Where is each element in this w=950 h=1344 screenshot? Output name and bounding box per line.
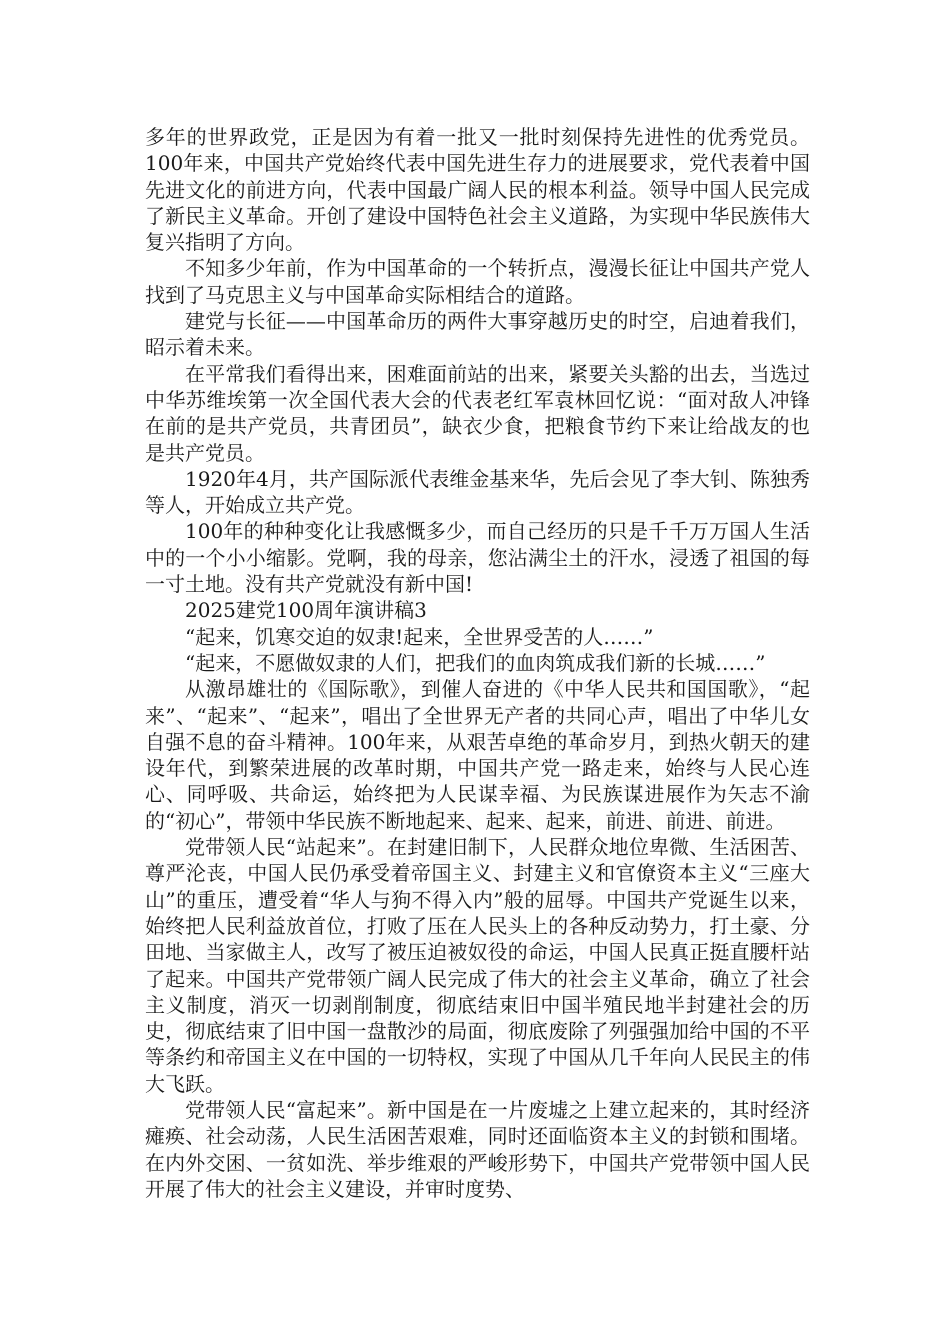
paragraph-9: 党带领人民“富起来”。新中国是在一片废墟之上建立起来的，其时经济瘫痪、社会动荡，人民生活困苦艰难，同时还面临资本主义的封锁和围堵。在内外交困、一贫如洗、举步维艰的严峻形势下，中国共产党带领中国人民开展了伟大的社会主义建设，并审时度势、 — [145, 1097, 810, 1201]
quote-national-anthem: “起来，不愿做奴隶的人们，把我们的血肉筑成我们新的长城……” — [185, 650, 766, 675]
paragraph-6: 100年的种种变化让我感慨多少，而自己经历的只是千千万万国人生活中的一个小小缩影。党啊，我的母亲，您沾满尘土的汗水，浸透了祖国的每一寸土地。没有共产党就没有新中国! — [145, 519, 810, 597]
document-body — [145, 124, 810, 1202]
paragraph-7: 从激昂雄壮的《国际歌》，到催人奋进的《中华人民共和国国歌》，“起来”、“起来”、“起来”，唱出了全世界无产者的共同心声，唱出了中华儿女自强不息的奋斗精神。100年来，从艰苦卓绝的革命岁月，到热火朝天的建设年代，到繁荣进展的改革时期，中国共产党一路走来，始终与人民心连心、同呼吸、共命运，始终把为人民谋幸福、为民族谋进展作为矢志不渝的“初心”，带领中华民族不断地起来、起来、起来，前进、前进、前进。 — [145, 677, 810, 833]
paragraph-4: 在平常我们看得出来，困难面前站的出来，紧要关头豁的出去，当选过中华苏维埃第一次全国代表大会的代表老红军袁林回忆说：“面对敌人冲锋在前的是共产党员，共青团员”，缺衣少食，把粮食节约下来让给战友的也是共产党员。 — [145, 361, 810, 465]
paragraph-3: 建党与长征——中国革命历的两件大事穿越历史的时空，启迪着我们，昭示着未来。 — [145, 309, 810, 360]
paragraph-8: 党带领人民“站起来”。在封建旧制下，人民群众地位卑微、生活困苦、尊严沦丧，中国人民仍承受着帝国主义、封建主义和官僚资本主义“三座大山”的重压，遭受着“华人与狗不得入内”般的屈辱。中国共产党诞生以来，始终把人民利益放首位，打败了压在人民头上的各种反动势力，打土豪、分田地、当家做主人，改写了被压迫被奴役的命运，中国人民真正挺直腰杆站了起来。中国共产党带领广阔人民完成了伟大的社会主义革命，确立了社会主义制度，消灭一切剥削制度，彻底结束旧中国半殖民地半封建社会的历史，彻底结束了旧中国一盘散沙的局面，彻底废除了列强强加给中国的不平等条约和帝国主义在中国的一切特权，实现了中国从几千年向人民民主的伟大飞跃。 — [145, 835, 810, 1096]
paragraph-2: 不知多少年前，作为中国革命的一个转折点，漫漫长征让中国共产党人找到了马克思主义与中国革命实际相结合的道路。 — [145, 256, 810, 307]
paragraph-5: 1920年4月，共产国际派代表维金基来华，先后会见了李大钊、陈独秀等人，开始成立共产党。 — [145, 466, 810, 518]
paragraph-1: 多年的世界政党，正是因为有着一批又一批时刻保持先进性的优秀党员。100年来，中国共产党始终代表中国先进生存力的进展要求，党代表着中国先进文化的前进方向，代表中国最广阔人民的根本利益。领导中国人民完成了新民主义革命。开创了建设中国特色社会主义道路，为实现中华民族伟大复兴指明了方向。 — [145, 125, 810, 255]
quote-internationale: “起来，饥寒交迫的奴隶!起来，全世界受苦的人……” — [185, 624, 654, 649]
section-heading: 2025建党100周年演讲稿3 — [185, 598, 427, 623]
